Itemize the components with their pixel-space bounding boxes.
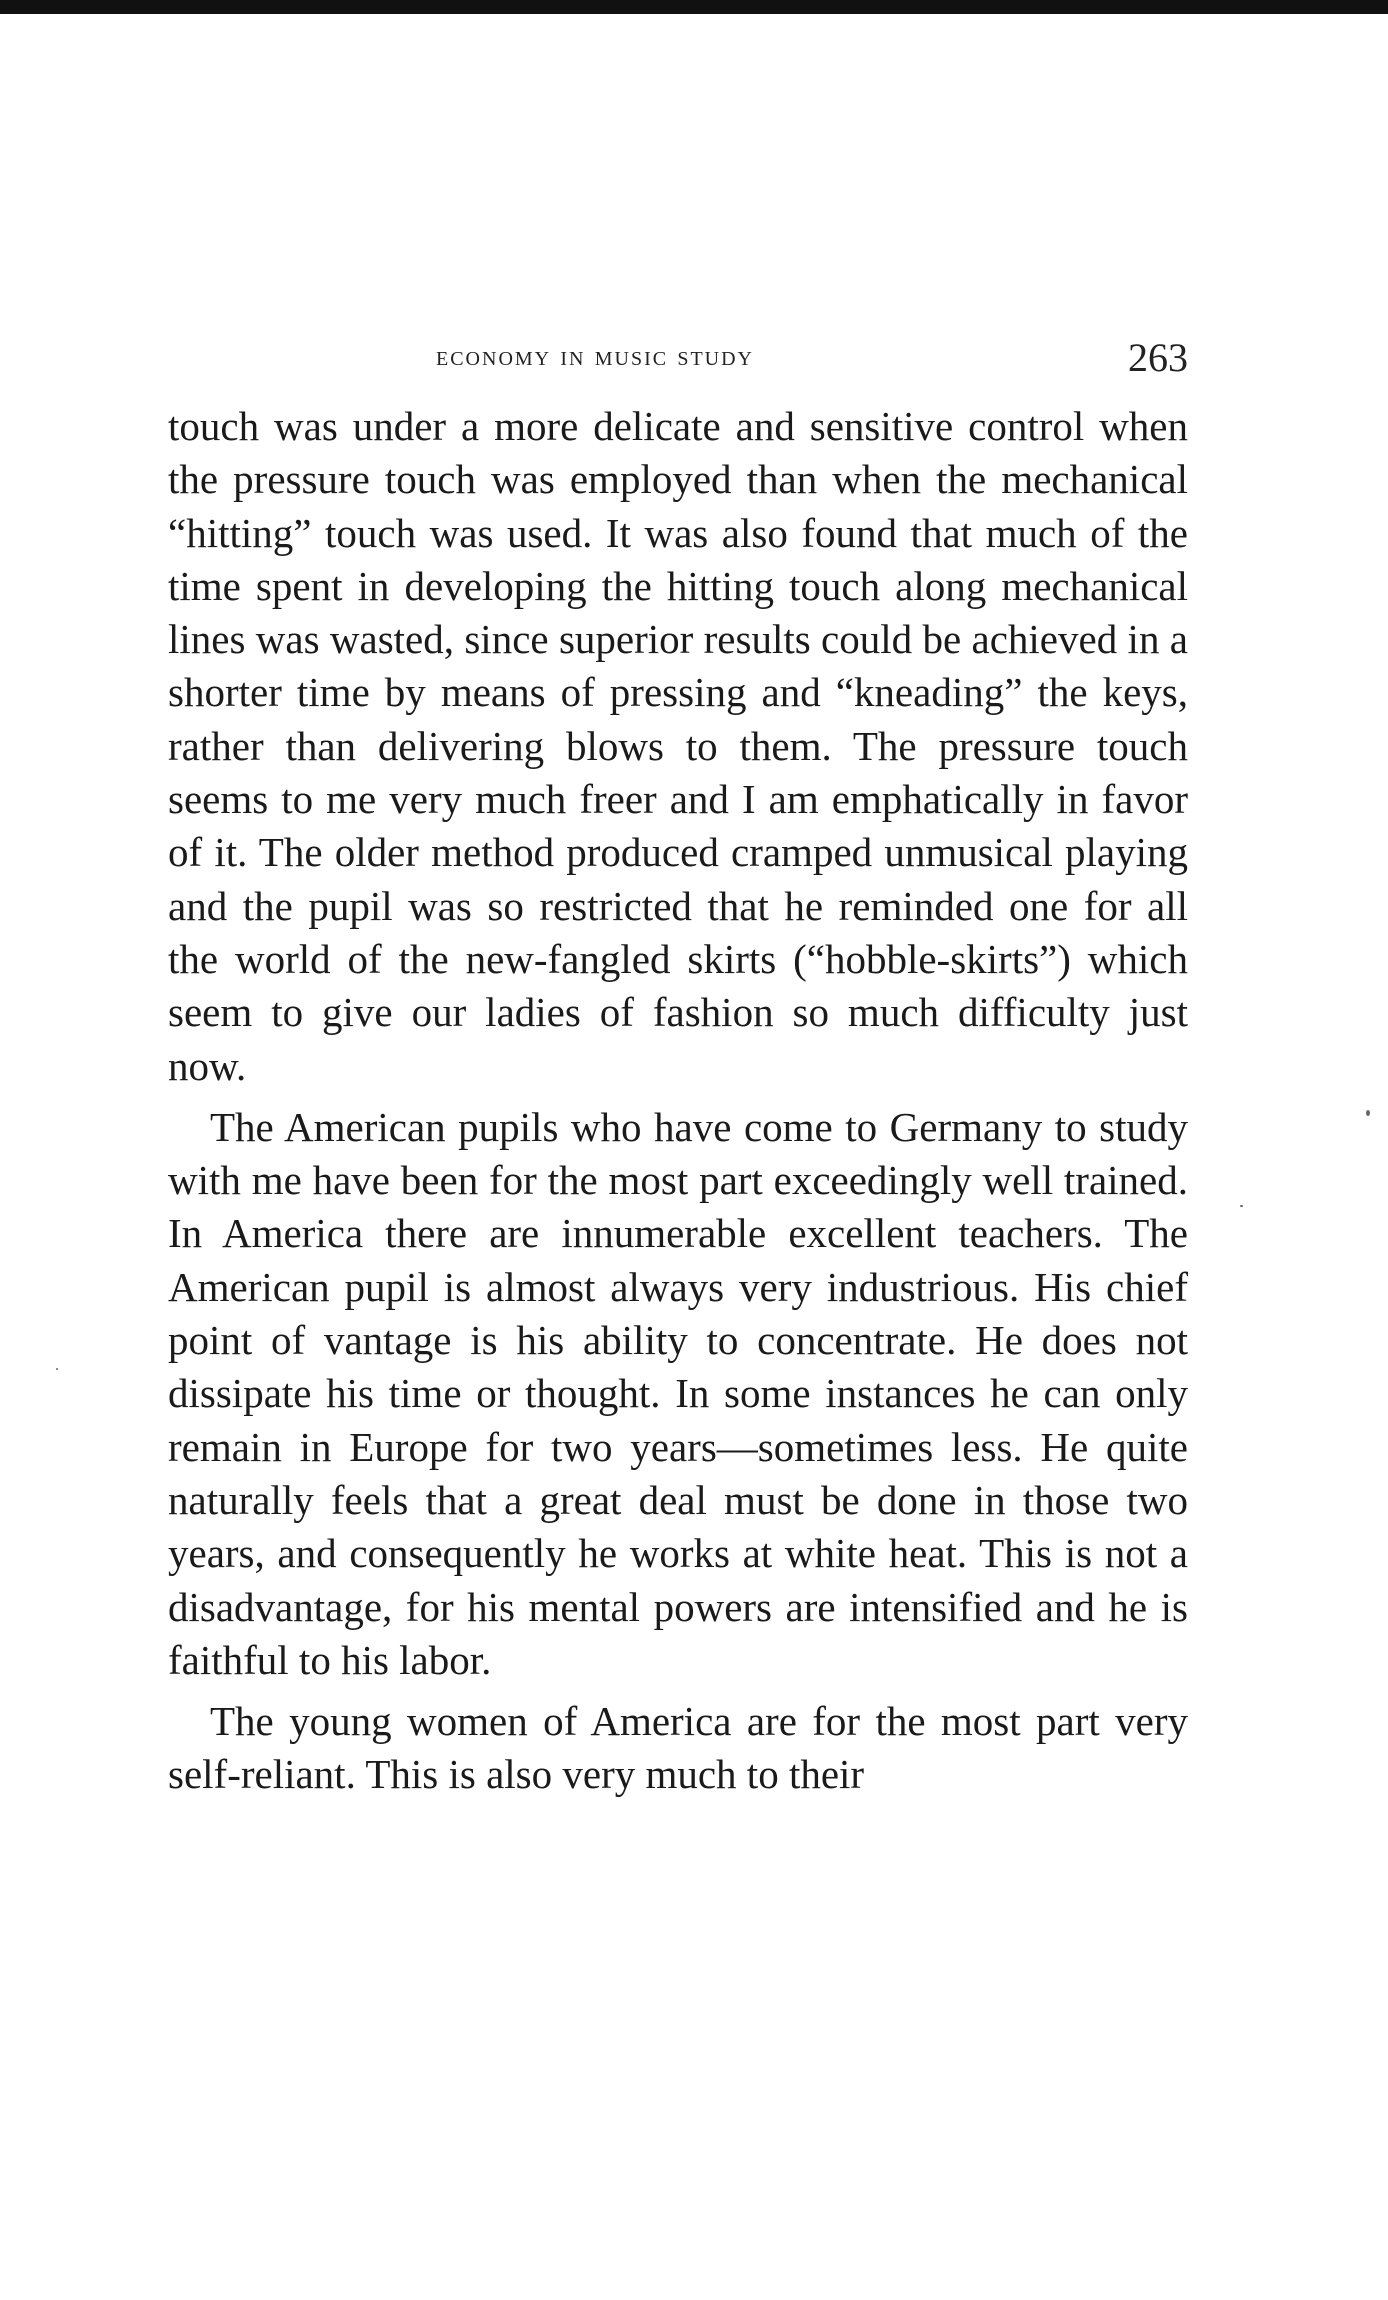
top-edge-rule bbox=[0, 0, 1388, 14]
scan-speck bbox=[1240, 1205, 1243, 1207]
running-head bbox=[168, 330, 1188, 400]
running-title: economy in music study bbox=[436, 340, 754, 372]
scan-speck bbox=[1366, 1110, 1370, 1116]
paragraph-2: The American pupils who have come to Germany to study with me have been for the most part exceedingly well trained. In America there are innumerable excellent teachers. The American pupil is almost always very industrious. His chief point of vantage is his ability to concentrate. He does not dissipate his time or thought. In some instances he can only remain in Europe for two years—sometimes less. He quite naturally feels that a great deal must be done in those two years, and consequently he works at white heat. This is not a disadvantage, for his mental powers are intensified and he is faithful to his labor. bbox=[168, 1103, 1188, 1683]
page-number: 263 bbox=[1128, 335, 1188, 380]
paragraph-1: touch was under a more delicate and sensitive control when the pressure touch was employed than when the mechanical “hitting” touch was used. It was also found that much of the time spent in developing the hitting touch along mechanical lines was wasted, since superior results could be achieved in a shorter time by means of pressing and “kneading” the keys, rather than delivering blows to them. The pressure touch seems to me very much freer and I am emphatically in favor of it. The older method produced cramped unmusical playing and the pupil was so restricted that he reminded one for all the world of the new-fangled skirts (“hobble-skirts”) which seem to give our ladies of fashion so much difficulty just now. bbox=[168, 403, 1188, 1089]
scan-speck bbox=[56, 1368, 58, 1370]
book-page bbox=[168, 330, 1188, 1802]
paragraph-3: The young women of America are for the most part very self-reliant. This is also very much to their bbox=[168, 1698, 1188, 1798]
body-text bbox=[168, 400, 1188, 1802]
